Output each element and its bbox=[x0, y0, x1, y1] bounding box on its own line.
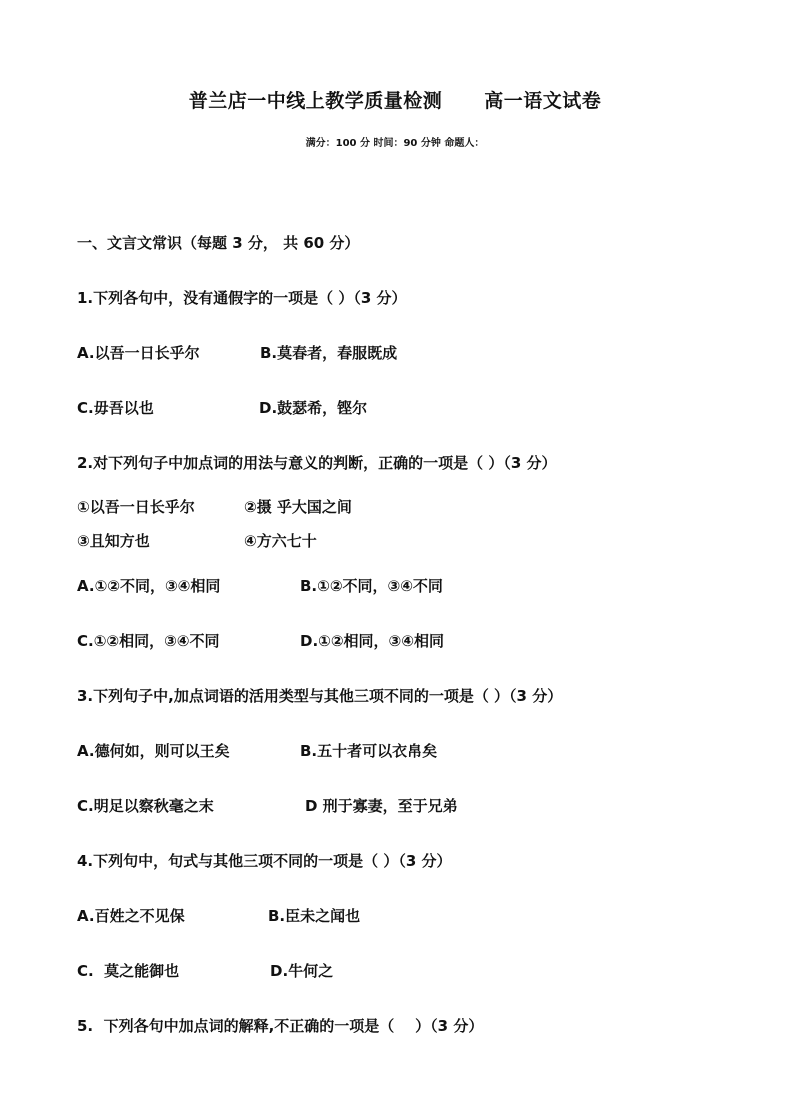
school-exam-name: 普兰店一中线上教学质量检测 bbox=[188, 90, 443, 112]
section-heading: 一、文言文常识（每题 3 分， 共 60 分） bbox=[77, 234, 360, 252]
q4-option-b: B.臣未之闻也 bbox=[268, 907, 361, 925]
q2-item-3: ③且知方也 bbox=[77, 532, 150, 550]
q1-option-d: D.鼓瑟希，铿尔 bbox=[259, 399, 368, 417]
question-1-stem: 1.下列各句中，没有通假字的一项是（ ）（3 分） bbox=[77, 289, 407, 307]
q2-item-4: ④方六七十 bbox=[244, 532, 317, 550]
q4-option-d: D.牛何之 bbox=[270, 962, 334, 980]
exam-subtitle: 满分：100 分 时间：90 分钟 命题人： bbox=[305, 138, 485, 149]
question-5-stem: 5. 下列各句中加点词的解释,不正确的一项是（ ）（3 分） bbox=[77, 1017, 484, 1035]
q2-item-2: ②摄 乎大国之间 bbox=[244, 498, 352, 516]
q2-option-b: B.①②不同，③④不同 bbox=[300, 577, 443, 595]
q2-option-a: A.①②不同，③④相同 bbox=[77, 577, 221, 595]
q2-item-1: ①以吾一日长乎尔 bbox=[77, 498, 195, 516]
paper-name: 高一语文试卷 bbox=[484, 90, 602, 112]
q1-option-c: C.毋吾以也 bbox=[77, 399, 154, 417]
exam-title bbox=[0, 86, 790, 113]
q4-option-a: A.百姓之不见保 bbox=[77, 907, 185, 925]
q3-option-d: D 刑于寡妻，至于兄弟 bbox=[305, 797, 458, 815]
q3-option-c: C.明足以察秋毫之末 bbox=[77, 797, 214, 815]
q2-option-c: C.①②相同，③④不同 bbox=[77, 632, 220, 650]
question-3-stem: 3.下列句子中,加点词语的活用类型与其他三项不同的一项是（ ）（3 分） bbox=[77, 687, 563, 705]
question-2-stem: 2.对下列句子中加点词的用法与意义的判断，正确的一项是（ ）（3 分） bbox=[77, 454, 557, 472]
q3-option-b: B.五十者可以衣帛矣 bbox=[300, 742, 438, 760]
q3-option-a: A.德何如，则可以王矣 bbox=[77, 742, 230, 760]
q2-option-d: D.①②相同，③④相同 bbox=[300, 632, 444, 650]
q1-option-b: B.莫春者，春服既成 bbox=[260, 344, 398, 362]
q1-option-a: A.以吾一日长乎尔 bbox=[77, 344, 200, 362]
question-4-stem: 4.下列句中，句式与其他三项不同的一项是（ ）（3 分） bbox=[77, 852, 452, 870]
q4-option-c: C. 莫之能御也 bbox=[77, 962, 180, 980]
